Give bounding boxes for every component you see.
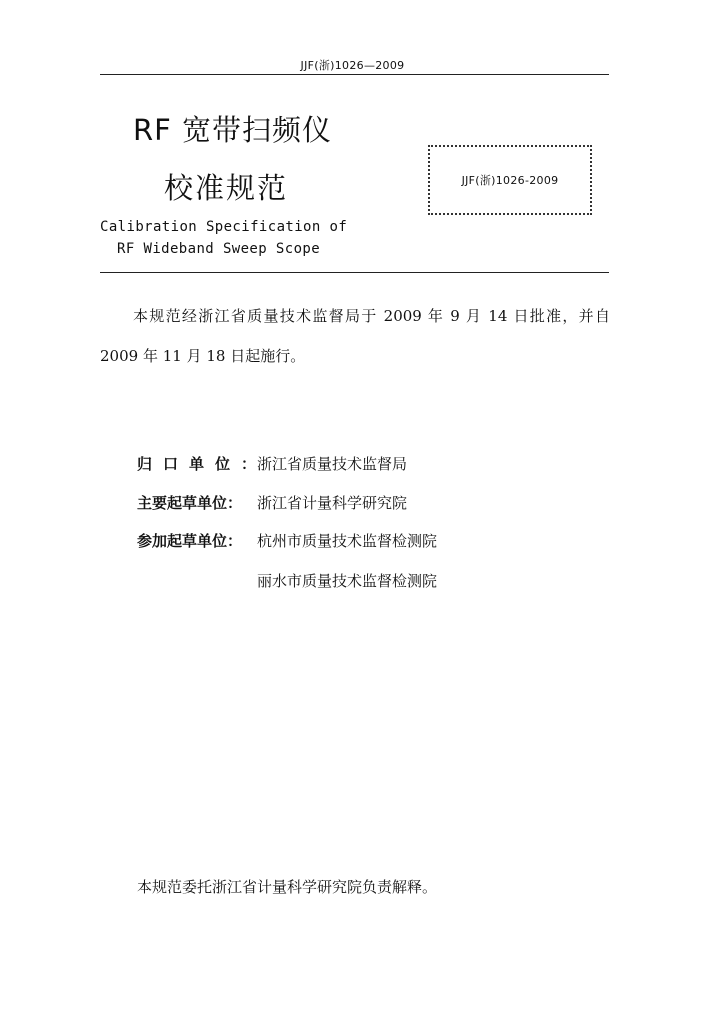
standard-code-box [428,145,592,215]
header-divider [100,74,609,75]
header-standard-code: JJF(浙)1026—2009 [300,59,405,72]
participant-value-2: 丽水市质量技术监督检测院 [257,572,438,590]
org-row-main-drafter [137,492,407,513]
responsible-unit-value: 浙江省质量技术监督局 [257,455,408,473]
org-row-responsible [137,453,407,474]
title-divider [100,272,609,273]
main-drafter-label: 主要起草单位： [137,494,243,512]
responsible-unit-label: 归口单位： [137,455,268,473]
org-row-participant [137,530,437,551]
org-row-participant-2 [137,570,437,591]
participant-label: 参加起草单位： [137,532,243,550]
document-title-line2: 校准规范 [164,171,289,205]
standard-code-text: JJF(浙)1026-2009 [461,174,559,187]
interpretation-note: 本规范委托浙江省计量科学研究院负责解释。 [137,878,438,896]
participant-value-1: 杭州市质量技术监督检测院 [257,532,438,550]
english-title-line1: Calibration Specification of [100,219,348,235]
approval-statement: 本规范经浙江省质量技术监督局于 2009 年 9 月 14 日批准，并自 2009 年 11 月 18 日起施行。 [100,307,610,365]
english-title-line2: RF Wideband Sweep Scope [117,241,321,257]
document-title-line1: RF 宽带扫频仪 [133,113,333,147]
main-drafter-value: 浙江省计量科学研究院 [257,494,408,512]
